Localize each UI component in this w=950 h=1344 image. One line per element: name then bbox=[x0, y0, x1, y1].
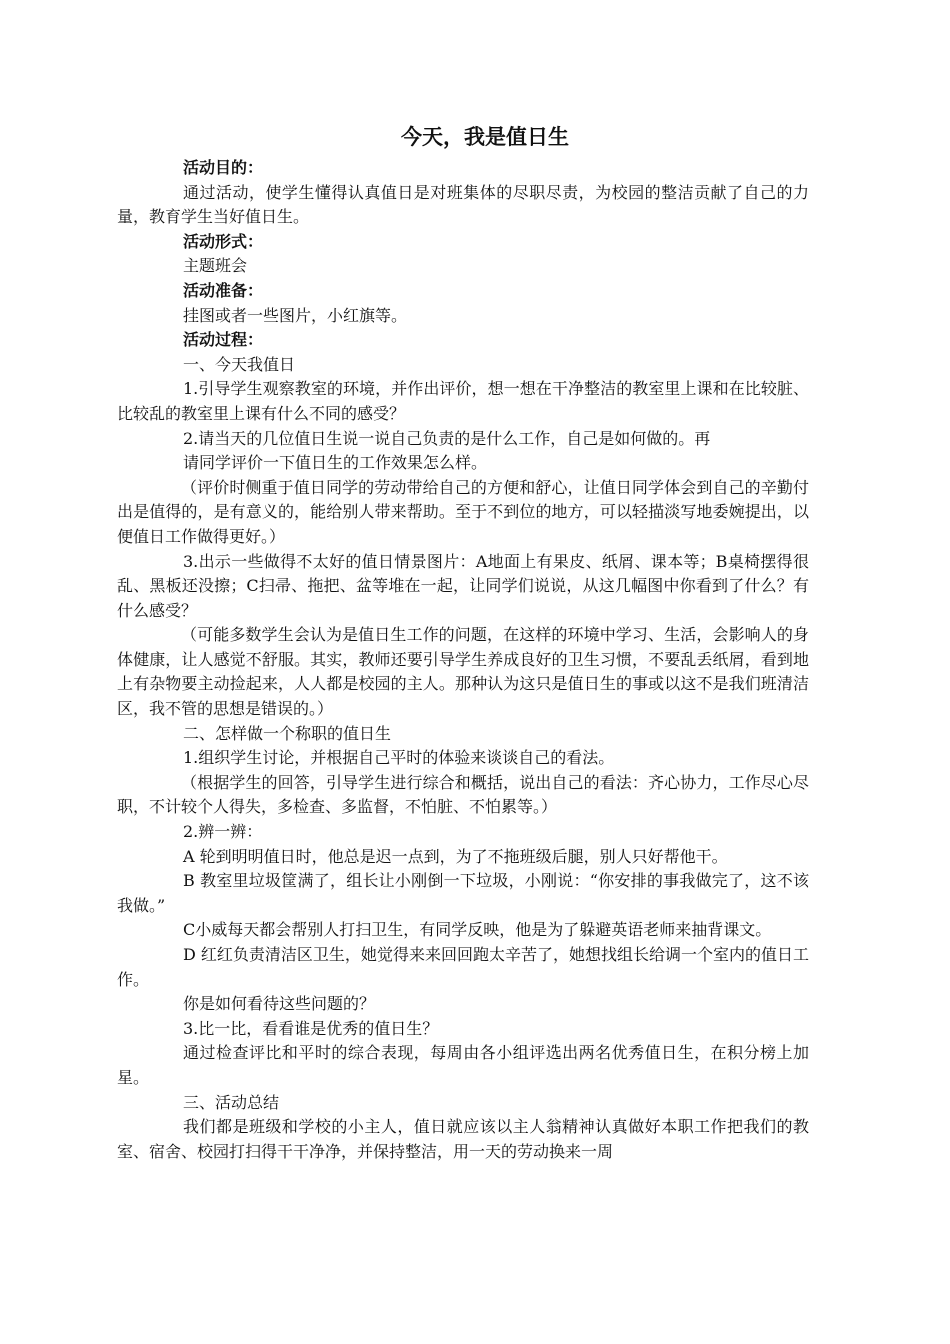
part1-item2-line2: 请同学评价一下值日生的工作效果怎么样。 bbox=[183, 453, 488, 473]
case-c: C小威每天都会帮别人打扫卫生，有同学反映，他是为了躲避英语老师来抽背课文。 bbox=[183, 920, 772, 940]
document-page bbox=[117, 120, 809, 1164]
case-b: B 教室里垃圾筐满了，组长让小刚倒一下垃圾，小刚说：“你安排的事我做完了，这不该我做。” bbox=[117, 871, 809, 915]
prep-text: 挂图或者一些图片，小红旗等。 bbox=[183, 305, 408, 325]
part2-question: 你是如何看待这些问题的？ bbox=[183, 994, 376, 1014]
case-a: A 轮到明明值日时，他总是迟一点到，为了不拖班级后腿，别人只好帮他干。 bbox=[183, 846, 728, 866]
purpose-text: 通过活动，使学生懂得认真值日是对班集体的尽职尽责，为校园的整洁贡献了自己的力量，教育学生当好值日生。 bbox=[117, 182, 809, 227]
part2-item1: 1.组织学生讨论，并根据自己平时的体验来谈谈自己的看法。 bbox=[183, 748, 615, 768]
prep-heading: 活动准备： bbox=[183, 280, 264, 300]
process-heading: 活动过程： bbox=[183, 330, 264, 350]
part1-item1: 1.引导学生观察教室的环境，并作出评价，想一想在干净整洁的教室里上课和在比较脏、比较乱的教室里上课有什么不同的感受？ bbox=[117, 379, 809, 423]
part3-heading: 三、活动总结 bbox=[183, 1092, 280, 1112]
purpose-heading: 活动目的： bbox=[183, 158, 264, 177]
part2-item3: 3.比一比，看看谁是优秀的值日生？ bbox=[183, 1018, 439, 1038]
part1-item3: 3.出示一些做得不太好的值日情景图片：A地面上有果皮、纸屑、课本等；B桌椅摆得很乱、黑板还没擦；C扫帚、拖把、盆等堆在一起，让同学们说说，从这几幅图中你看到了什么？有什么感受？ bbox=[117, 551, 809, 620]
part2-item2: 2.辨一辨： bbox=[183, 822, 263, 842]
form-text: 主题班会 bbox=[183, 256, 248, 276]
part1-heading: 一、今天我值日 bbox=[183, 354, 296, 374]
part2-heading: 二、怎样做一个称职的值日生 bbox=[183, 723, 392, 743]
part2-note1: （根据学生的回答，引导学生进行综合和概括，说出自己的看法：齐心协力，工作尽心尽职，不计较个人得失，多检查、多监督，不怕脏、不怕累等。） bbox=[117, 772, 809, 817]
part2-item3-text: 通过检查评比和平时的综合表现，每周由各小组评选出两名优秀值日生，在积分榜上加星。 bbox=[117, 1043, 809, 1087]
part1-note1: （评价时侧重于值日同学的劳动带给自己的方便和舒心，让值日同学体会到自己的辛勤付出是值得的，是有意义的，能给别人带来帮助。至于不到位的地方，可以轻描淡写地委婉提出，以便值日工作做得更好。） bbox=[117, 477, 809, 546]
case-d: D 红红负责清洁区卫生，她觉得来来回回跑太辛苦了，她想找组长给调一个室内的值日工作。 bbox=[117, 945, 809, 989]
form-heading: 活动形式： bbox=[183, 231, 264, 251]
part1-item2-line1: 2.请当天的几位值日生说一说自己负责的是什么工作，自己是如何做的。再 bbox=[183, 428, 711, 448]
part1-note2: （可能多数学生会认为是值日生工作的问题，在这样的环境中学习、生活，会影响人的身体健康，让人感觉不舒服。其实，教师还要引导学生养成良好的卫生习惯，不要乱丢纸屑，看到地上有杂物要主动捡起来，人人都是校园的主人。那种认为这只是值日生的事或以这不是我们班清洁区，我不管的思想是错误的。） bbox=[117, 625, 809, 719]
part3-text: 我们都是班级和学校的小主人，值日就应该以主人翁精神认真做好本职工作把我们的教室、宿舍、校园打扫得干干净净，并保持整洁，用一天的劳动换来一周 bbox=[117, 1117, 809, 1161]
document-title: 今天，我是值日生 bbox=[401, 125, 569, 149]
